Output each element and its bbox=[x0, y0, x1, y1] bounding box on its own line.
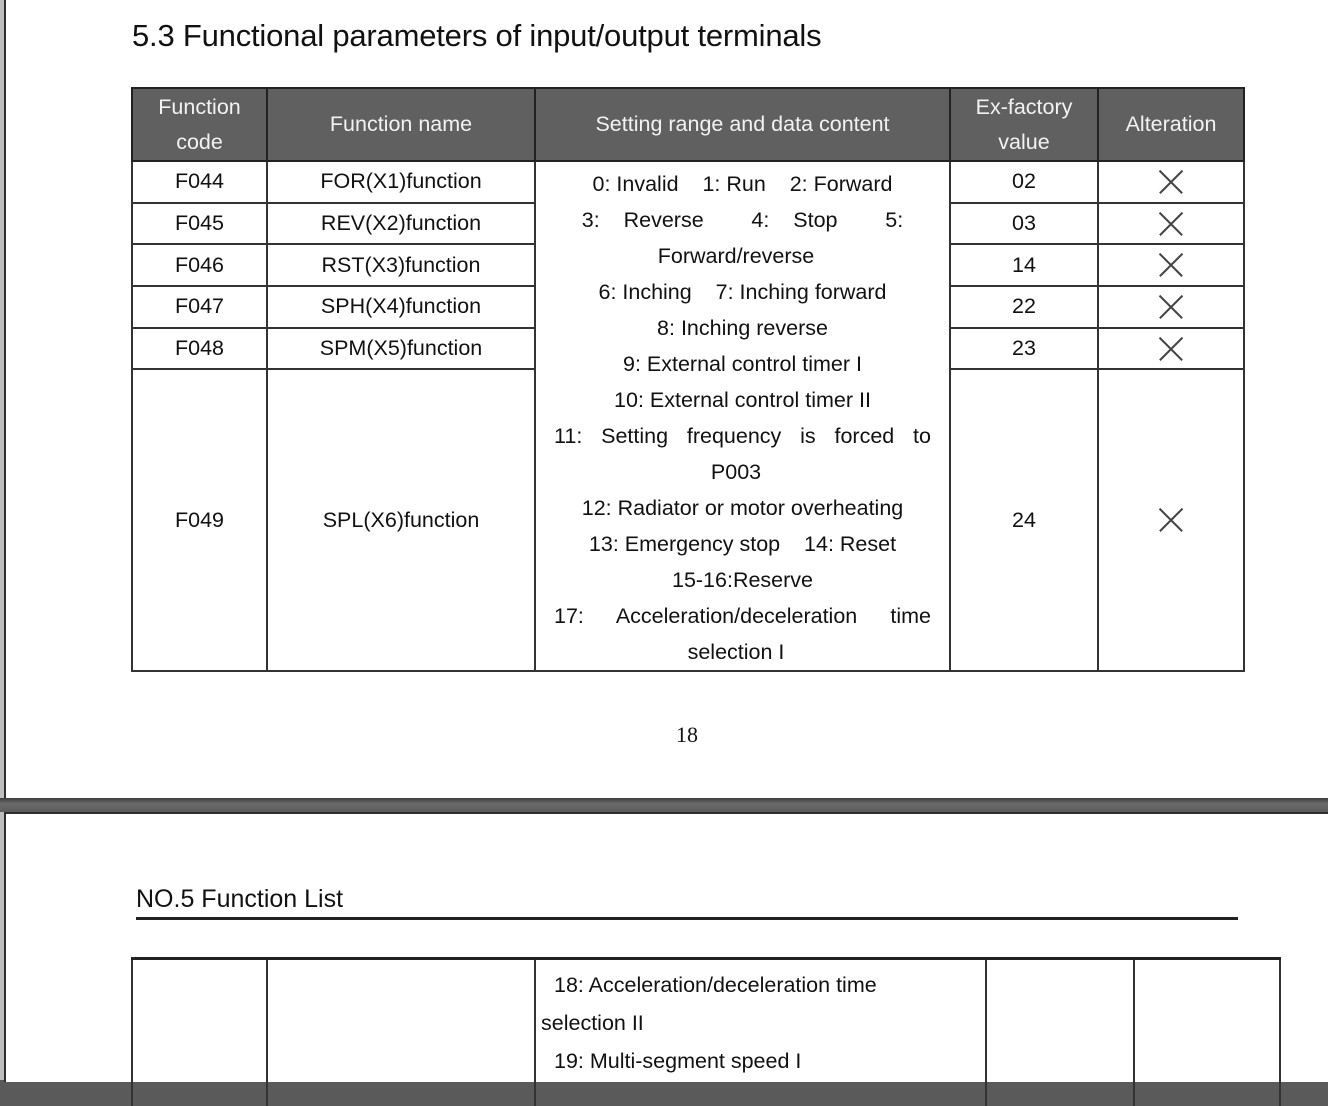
ex-factory-value: 03 bbox=[950, 203, 1098, 245]
page-number: 18 bbox=[676, 722, 698, 748]
header-ex-factory-value: Ex-factory value bbox=[950, 88, 1098, 161]
alteration-cell bbox=[1098, 286, 1244, 328]
range-line: P003 bbox=[541, 454, 931, 490]
page-separator bbox=[0, 798, 1328, 812]
range-line: selection I bbox=[541, 634, 931, 670]
range-line: 8: Inching reverse bbox=[554, 310, 931, 346]
range-line: 9: External control timer I bbox=[554, 346, 931, 382]
setting-range-cell bbox=[535, 959, 986, 1106]
header-rule bbox=[136, 917, 1238, 920]
range-line: 6: Inching 7: Inching forward bbox=[554, 274, 931, 310]
section-title: 5.3 Functional parameters of input/output terminals bbox=[132, 18, 821, 54]
function-code: F044 bbox=[132, 161, 267, 203]
function-code bbox=[132, 959, 267, 1106]
parameters-table bbox=[131, 87, 1245, 672]
function-name: SPH(X4)function bbox=[267, 286, 535, 328]
function-name: SPM(X5)function bbox=[267, 328, 535, 370]
function-code: F048 bbox=[132, 328, 267, 370]
header-alteration: Alteration bbox=[1098, 88, 1244, 161]
ex-factory-value: 02 bbox=[950, 161, 1098, 203]
alteration-cell bbox=[1098, 369, 1244, 671]
range-line: 19: Multi-segment speed I bbox=[554, 1042, 967, 1080]
function-code: F045 bbox=[132, 203, 267, 245]
alteration-cell bbox=[1098, 203, 1244, 245]
range-line: Forward/reverse bbox=[541, 238, 931, 274]
ex-factory-value: 22 bbox=[950, 286, 1098, 328]
range-line: 3: Reverse 4: Stop 5: bbox=[554, 202, 931, 238]
range-line: 17: Acceleration/deceleration time bbox=[554, 598, 931, 634]
header-setting-range: Setting range and data content bbox=[535, 88, 950, 161]
function-code: F049 bbox=[132, 369, 267, 671]
alteration-cell bbox=[1098, 244, 1244, 286]
parameters-table-continued bbox=[131, 957, 1281, 1106]
table-header-row bbox=[132, 88, 1244, 161]
function-name: REV(X2)function bbox=[267, 203, 535, 245]
range-line: 0: Invalid 1: Run 2: Forward bbox=[554, 166, 931, 202]
cross-mark-icon bbox=[1158, 169, 1184, 195]
setting-range-cell bbox=[535, 161, 950, 671]
function-name: SPL(X6)function bbox=[267, 369, 535, 671]
running-header: NO.5 Function List bbox=[136, 885, 343, 914]
header-function-code: Function code bbox=[132, 88, 267, 161]
function-code: F047 bbox=[132, 286, 267, 328]
range-line: selection II bbox=[541, 1004, 967, 1042]
alteration-cell bbox=[1098, 161, 1244, 203]
cross-mark-icon bbox=[1158, 252, 1184, 278]
function-name: RST(X3)function bbox=[267, 244, 535, 286]
ex-factory-value: 14 bbox=[950, 244, 1098, 286]
ex-factory-value: 23 bbox=[950, 328, 1098, 370]
cross-mark-icon bbox=[1158, 336, 1184, 362]
range-line: 15-16:Reserve bbox=[554, 562, 931, 598]
function-name bbox=[267, 959, 535, 1106]
ex-factory-value: 24 bbox=[950, 369, 1098, 671]
function-code: F046 bbox=[132, 244, 267, 286]
table-row bbox=[132, 959, 1280, 1106]
range-line: 13: Emergency stop 14: Reset bbox=[554, 526, 931, 562]
range-line: 12: Radiator or motor overheating bbox=[554, 490, 931, 526]
cross-mark-icon bbox=[1158, 507, 1184, 533]
alteration-cell bbox=[1134, 959, 1280, 1106]
cross-mark-icon bbox=[1158, 294, 1184, 320]
range-line: 11: Setting frequency is forced to bbox=[554, 418, 931, 454]
ex-factory-value bbox=[986, 959, 1134, 1106]
header-function-name: Function name bbox=[267, 88, 535, 161]
cross-mark-icon bbox=[1158, 211, 1184, 237]
range-line: 10: External control timer II bbox=[554, 382, 931, 418]
function-name: FOR(X1)function bbox=[267, 161, 535, 203]
range-line: 18: Acceleration/deceleration time bbox=[554, 966, 967, 1004]
table-row bbox=[132, 161, 1244, 203]
alteration-cell bbox=[1098, 328, 1244, 370]
